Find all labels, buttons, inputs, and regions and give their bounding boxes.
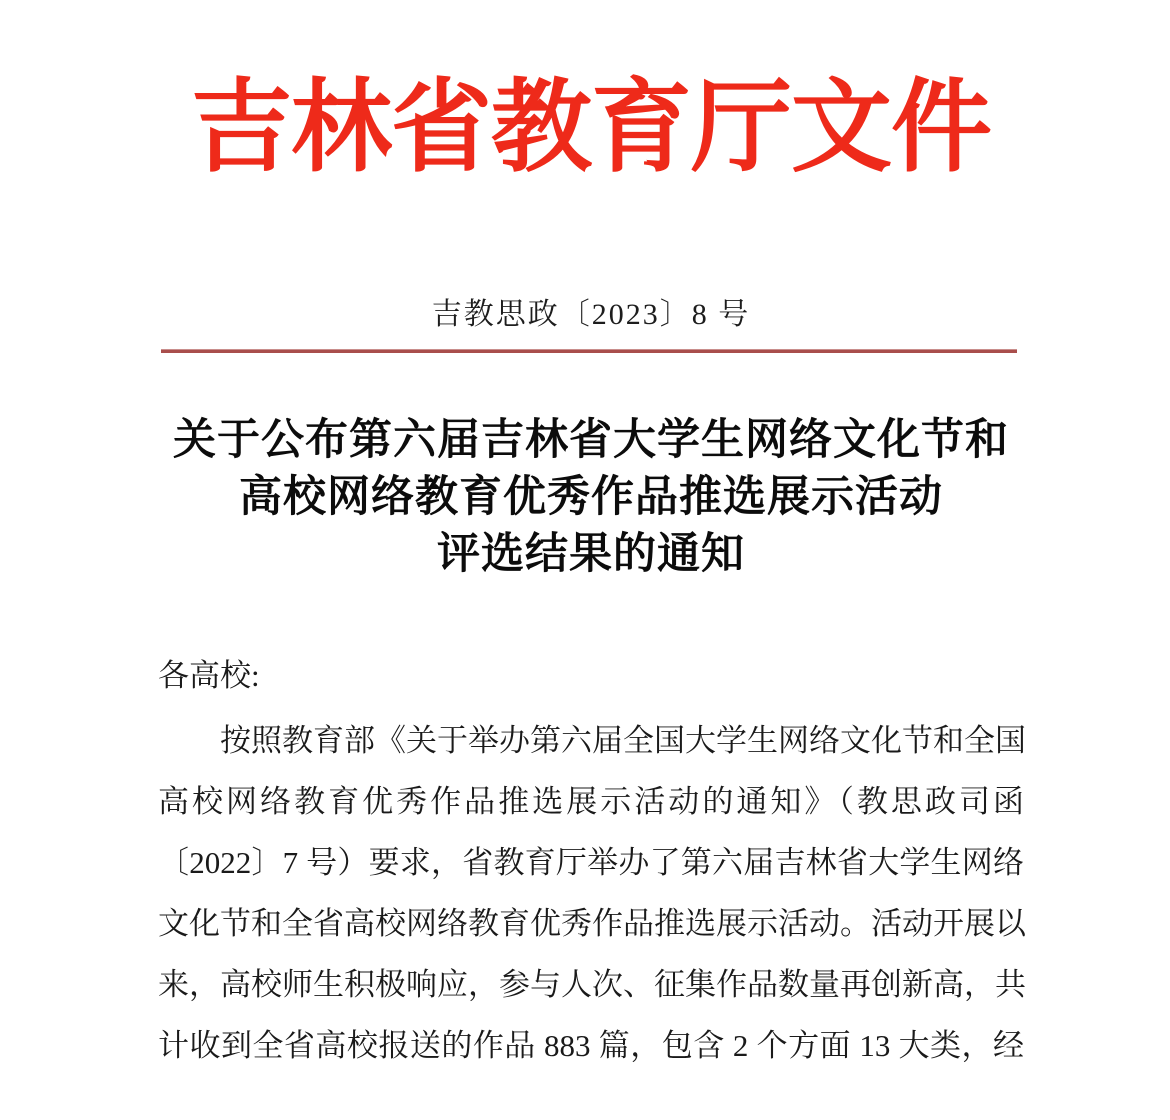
body-text xyxy=(158,645,1024,1076)
document-number: 吉教思政〔2023〕8 号 xyxy=(431,298,751,331)
agency-header-title: 吉林省教育厅文件 xyxy=(190,72,991,184)
notice-title-line-2: 高校网络教育优秀作品推选展示活动 xyxy=(239,474,943,521)
red-divider-line xyxy=(161,349,1017,353)
paragraph-line-6: 计收到全省高校报送的作品 883 篇，包含 2 个方面 13 大类，经 xyxy=(158,1028,1024,1063)
paragraph-line-3: 〔2022〕7 号）要求，省教育厅举办了第六届吉林省大学生网络 xyxy=(158,845,1024,880)
paragraph-line-4: 文化节和全省高校网络教育优秀作品推选展示活动。活动开展以 xyxy=(158,906,1026,941)
notice-title-line-1: 关于公布第六届吉林省大学生网络文化节和 xyxy=(173,417,1009,464)
paragraph-line-1: 按照教育部《关于举办第六届全国大学生网络文化节和全国 xyxy=(220,723,1026,758)
paragraph-line-5: 来，高校师生积极响应，参与人次、征集作品数量再创新高，共 xyxy=(158,967,1026,1002)
paragraph-line-2: 高校网络教育优秀作品推选展示活动的通知》（教思政司函 xyxy=(158,784,1024,819)
notice-title xyxy=(158,412,1024,583)
body-paragraph xyxy=(158,710,1024,1076)
salutation: 各高校: xyxy=(158,658,260,693)
notice-title-line-3: 评选结果的通知 xyxy=(437,531,745,578)
